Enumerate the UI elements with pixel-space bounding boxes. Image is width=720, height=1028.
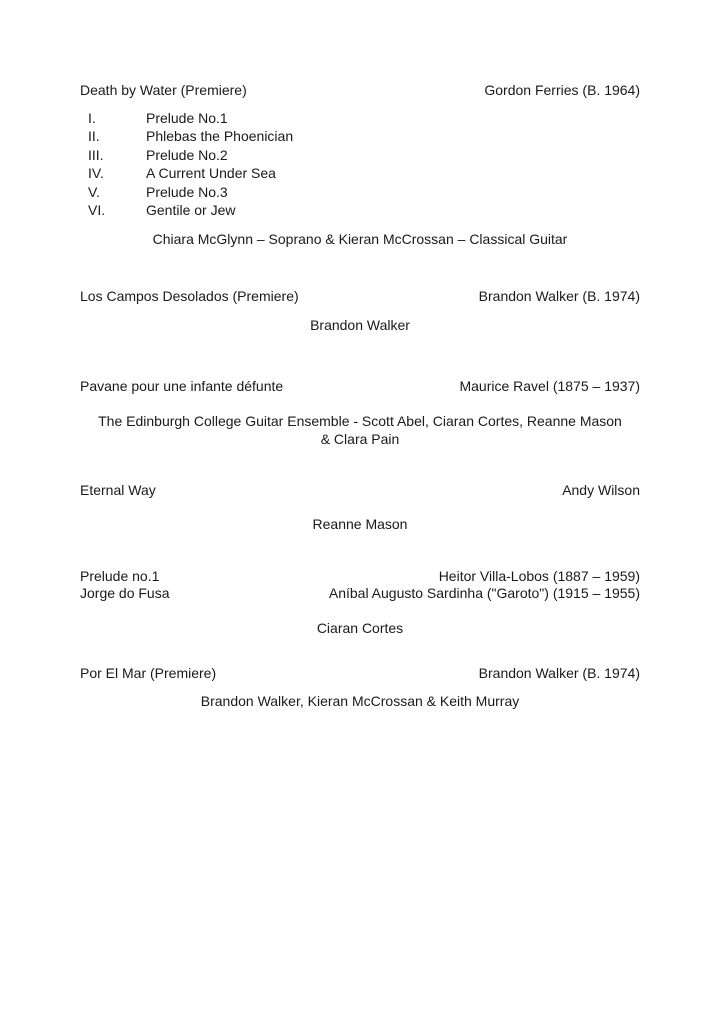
performers-line: Brandon Walker [310, 317, 410, 333]
movement-title: A Current Under Sea [146, 165, 276, 181]
piece-row [80, 567, 640, 585]
movement-numeral: VI. [88, 202, 106, 218]
performers-line: Reanne Mason [312, 516, 408, 532]
piece-composer: Brandon Walker (B. 1974) [478, 288, 640, 304]
movement-item [88, 164, 276, 182]
movement-title: Phlebas the Phoenician [146, 128, 294, 144]
piece-title: Prelude no.1 [80, 568, 160, 584]
movement-title: Prelude No.1 [146, 110, 228, 126]
piece-composer: Gordon Ferries (B. 1964) [484, 82, 640, 98]
piece-row [80, 584, 640, 602]
movement-item [88, 127, 293, 145]
piece-title: Eternal Way [80, 482, 156, 498]
piece-composer: Brandon Walker (B. 1974) [478, 665, 640, 681]
movement-item [88, 201, 235, 219]
movement-title: Prelude No.3 [146, 184, 228, 200]
piece-row [80, 287, 640, 305]
piece-title: Pavane pour une infante défunte [80, 378, 284, 394]
piece-composer: Maurice Ravel (1875 – 1937) [459, 378, 640, 394]
movement-title: Gentile or Jew [146, 202, 236, 218]
piece-title: Los Campos Desolados (Premiere) [80, 288, 299, 304]
performers-line: Ciaran Cortes [316, 620, 404, 636]
performers-line: Chiara McGlynn – Soprano & Kieran McCrossan – Classical Guitar [152, 231, 568, 247]
piece-title: Por El Mar (Premiere) [80, 665, 217, 681]
piece-title: Jorge do Fusa [80, 585, 170, 601]
movement-numeral: I. [88, 110, 96, 126]
movement-numeral: III. [88, 147, 104, 163]
piece-row [80, 481, 640, 499]
movement-item [88, 183, 228, 201]
movement-title: Prelude No.2 [146, 147, 228, 163]
piece-composer: Aníbal Augusto Sardinha ("Garoto") (1915 – 1955) [328, 585, 640, 601]
movement-item [88, 146, 228, 164]
movement-item [88, 109, 228, 127]
piece-row [80, 81, 640, 99]
performers-line: Brandon Walker, Kieran McCrossan & Keith Murray [200, 693, 520, 709]
piece-row [80, 664, 640, 682]
piece-composer: Heitor Villa-Lobos (1887 – 1959) [438, 568, 640, 584]
piece-title: Death by Water (Premiere) [80, 82, 247, 98]
performers-line: The Edinburgh College Guitar Ensemble - Scott Abel, Ciaran Cortes, Reanne Mason [98, 413, 622, 429]
performers-line: & Clara Pain [320, 431, 400, 447]
movement-numeral: II. [88, 128, 100, 144]
piece-composer: Andy Wilson [562, 482, 640, 498]
piece-row [80, 377, 640, 395]
movement-numeral: V. [88, 184, 100, 200]
movement-numeral: IV. [88, 165, 104, 181]
